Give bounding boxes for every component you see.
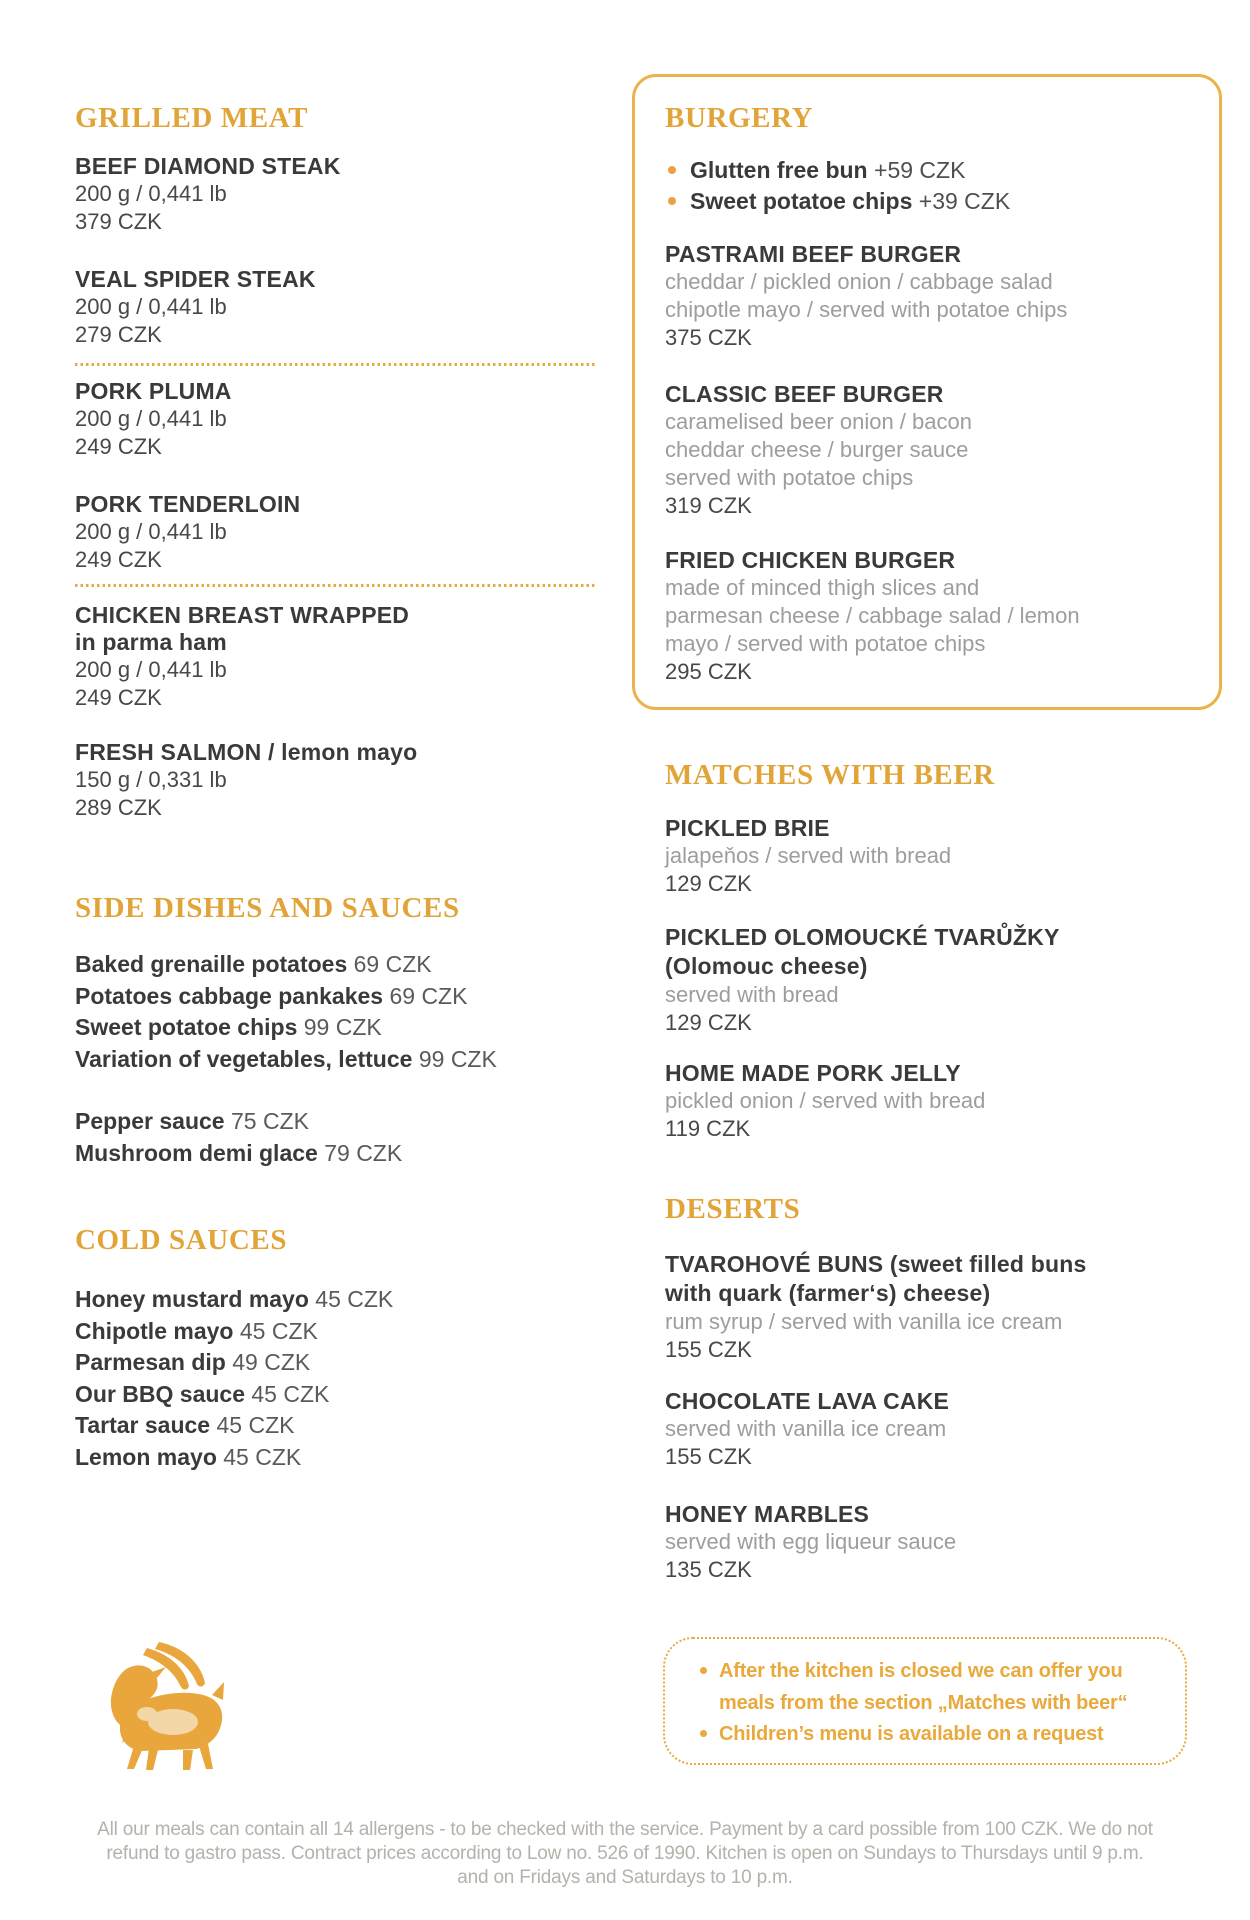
menu-item-pickled-brie <box>665 814 1225 898</box>
menu-item-pastrami-beef-burger <box>665 240 1225 352</box>
list-item <box>75 1442 615 1474</box>
dish-price: 45 CZK <box>223 1443 302 1470</box>
list-item <box>75 949 615 981</box>
list-item <box>75 1044 615 1076</box>
item-price: 295 CZK <box>665 659 752 684</box>
dish-price: 99 CZK <box>303 1014 382 1040</box>
item-title: BEEF DIAMOND STEAK <box>75 153 341 179</box>
item-desc: cheddar cheese / burger sauce <box>665 437 969 462</box>
note-text: Children’s menu is available on a request <box>719 1723 1104 1745</box>
note-text: After the kitchen is closed we can offer you <box>719 1660 1123 1682</box>
item-price: 249 CZK <box>75 547 162 572</box>
item-title: TVAROHOVÉ BUNS (sweet filled buns <box>665 1251 1087 1277</box>
goat-logo <box>73 1638 225 1772</box>
dish-name: Mushroom demi glace <box>75 1139 318 1166</box>
item-price: 279 CZK <box>75 322 162 347</box>
item-weight: 200 g / 0,441 lb <box>75 519 227 544</box>
item-desc: served with potatoe chips <box>665 465 914 490</box>
item-title: CLASSIC BEEF BURGER <box>665 381 944 407</box>
item-desc: caramelised beer onion / bacon <box>665 409 972 434</box>
list-item <box>75 1012 615 1044</box>
dish-price: 69 CZK <box>389 982 468 1009</box>
extra-name: Sweet potatoe chips <box>690 188 913 214</box>
item-desc: rum syrup / served with vanilla ice cream <box>665 1309 1063 1334</box>
cold-sauces-list <box>75 1284 615 1473</box>
dish-price: 45 CZK <box>239 1317 318 1344</box>
item-desc: served with bread <box>665 982 839 1007</box>
item-weight: 200 g / 0,441 lb <box>75 294 227 319</box>
dotted-separator <box>75 584 597 587</box>
extra-price: +39 CZK <box>918 188 1011 214</box>
menu-item-veal-spider-steak <box>75 265 615 349</box>
menu-item-chocolate-lava-cake <box>665 1387 1225 1471</box>
item-weight: 200 g / 0,441 lb <box>75 406 227 431</box>
item-price: 155 CZK <box>665 1337 752 1362</box>
extra-item <box>668 155 1010 186</box>
item-price: 289 CZK <box>75 795 162 820</box>
footer-line: and on Fridays and Saturdays to 10 p.m. <box>457 1867 793 1888</box>
item-price: 319 CZK <box>665 493 752 518</box>
section-heading-deserts: DESERTS <box>665 1193 801 1225</box>
list-item <box>75 1379 615 1411</box>
item-title: VEAL SPIDER STEAK <box>75 266 316 292</box>
note-bullet <box>700 1719 1127 1751</box>
bullet-dot-icon <box>668 197 676 205</box>
item-title: PORK PLUMA <box>75 378 232 404</box>
item-price: 249 CZK <box>75 434 162 459</box>
dish-price: 45 CZK <box>315 1286 394 1312</box>
list-item <box>75 1410 615 1442</box>
menu-item-classic-beef-burger <box>665 380 1225 520</box>
dish-price: 75 CZK <box>230 1108 309 1134</box>
footer-line: refund to gastro pass. Contract prices according to Low no. 526 of 1990. Kitchen is open on Sundays to Thursdays until 9 p.m. <box>106 1843 1144 1864</box>
item-desc: served with vanilla ice cream <box>665 1416 947 1441</box>
item-title: FRIED CHICKEN BURGER <box>665 547 956 573</box>
dish-name: Sweet potatoe chips <box>75 1014 298 1040</box>
item-weight: 200 g / 0,441 lb <box>75 657 227 682</box>
dotted-separator <box>75 363 597 366</box>
item-price: 129 CZK <box>665 871 752 896</box>
item-title: PORK TENDERLOIN <box>75 491 301 517</box>
item-title: HOME MADE PORK JELLY <box>665 1060 961 1086</box>
dish-name: Honey mustard mayo <box>75 1286 309 1312</box>
item-price: 129 CZK <box>665 1010 752 1035</box>
item-desc: mayo / served with potatoe chips <box>665 631 986 656</box>
list-item <box>75 1347 615 1379</box>
extra-item <box>668 186 1010 217</box>
menu-item-pork-pluma <box>75 377 615 461</box>
section-heading-side-dishes: SIDE DISHES AND SAUCES <box>75 892 460 924</box>
menu-item-fresh-salmon <box>75 738 615 822</box>
note-content <box>700 1656 1127 1751</box>
item-desc: served with egg liqueur sauce <box>665 1529 957 1554</box>
section-heading-grilled-meat: GRILLED MEAT <box>75 102 309 134</box>
dish-price: 99 CZK <box>418 1045 497 1072</box>
note-text: meals from the section „Matches with beer“ <box>719 1691 1128 1714</box>
item-desc: made of minced thigh slices and <box>665 575 980 600</box>
item-title: HONEY MARBLES <box>665 1501 870 1527</box>
item-title: CHICKEN BREAST WRAPPED <box>75 602 410 628</box>
item-subtitle: (Olomouc cheese) <box>665 953 868 979</box>
item-title: FRESH SALMON / lemon mayo <box>75 739 418 765</box>
item-weight: 150 g / 0,331 lb <box>75 767 227 792</box>
item-desc: jalapeňos / served with bread <box>665 843 952 868</box>
footer-allergen-notice <box>0 1818 1250 1890</box>
item-desc: parmesan cheese / cabbage salad / lemon <box>665 603 1080 628</box>
item-price: 375 CZK <box>665 325 752 350</box>
item-price: 155 CZK <box>665 1444 752 1469</box>
list-item <box>75 1106 615 1138</box>
note-bullet <box>700 1656 1127 1688</box>
dish-name: Potatoes cabbage pankakes <box>75 982 384 1009</box>
sauces-list <box>75 1106 615 1169</box>
item-desc: pickled onion / served with bread <box>665 1088 986 1113</box>
item-price: 119 CZK <box>665 1116 751 1141</box>
item-subtitle: in parma ham <box>75 629 227 655</box>
menu-item-fried-chicken-burger <box>665 546 1225 686</box>
section-heading-cold-sauces: COLD SAUCES <box>75 1224 288 1256</box>
item-price: 249 CZK <box>75 685 162 710</box>
dish-price: 49 CZK <box>232 1349 311 1375</box>
dish-name: Variation of vegetables, lettuce <box>75 1045 413 1072</box>
item-price: 379 CZK <box>75 209 162 234</box>
section-heading-matches-with-beer: MATCHES WITH BEER <box>665 759 995 791</box>
item-weight: 200 g / 0,441 lb <box>75 181 227 206</box>
note-bullet-continuation <box>700 1688 1127 1720</box>
section-heading-burgery: BURGERY <box>665 102 814 134</box>
item-price: 135 CZK <box>665 1557 752 1582</box>
item-title: CHOCOLATE LAVA CAKE <box>665 1388 950 1414</box>
dish-price: 69 CZK <box>353 951 432 977</box>
dish-name: Lemon mayo <box>75 1443 217 1470</box>
bullet-dot-icon <box>700 1667 707 1674</box>
footer-line: All our meals can contain all 14 allergens - to be checked with the service. Payment by a card possible from 100 CZK. We do not <box>97 1819 1153 1840</box>
menu-item-pickled-olomoucke <box>665 923 1225 1037</box>
item-title: PICKLED BRIE <box>665 815 830 841</box>
menu-item-tvarohove-buns <box>665 1250 1225 1364</box>
menu-item-pork-tenderloin <box>75 490 615 574</box>
dish-price: 45 CZK <box>251 1380 330 1407</box>
dish-name: Chipotle mayo <box>75 1317 234 1344</box>
item-desc: cheddar / pickled onion / cabbage salad <box>665 269 1053 294</box>
item-title: PASTRAMI BEEF BURGER <box>665 241 962 267</box>
dish-name: Our BBQ sauce <box>75 1380 245 1407</box>
menu-item-honey-marbles <box>665 1500 1225 1584</box>
list-item <box>75 981 615 1013</box>
list-item <box>75 1284 615 1316</box>
side-dishes-list <box>75 949 615 1075</box>
item-title: PICKLED OLOMOUCKÉ TVARŮŽKY <box>665 924 1060 950</box>
list-item <box>75 1138 615 1170</box>
dish-name: Pepper sauce <box>75 1108 225 1134</box>
dish-name: Tartar sauce <box>75 1412 211 1438</box>
menu-item-beef-diamond-steak <box>75 152 615 236</box>
dish-name: Parmesan dip <box>75 1349 226 1375</box>
item-desc: chipotle mayo / served with potatoe chips <box>665 297 1068 322</box>
list-item <box>75 1316 615 1348</box>
menu-item-chicken-breast-wrapped <box>75 602 615 712</box>
burgery-extras <box>668 155 1010 217</box>
extra-name: Glutten free bun <box>690 157 868 183</box>
dish-name: Baked grenaille potatoes <box>75 951 348 977</box>
bullet-dot-icon <box>668 166 676 174</box>
extra-price: +59 CZK <box>874 157 966 183</box>
dish-price: 45 CZK <box>216 1412 295 1438</box>
menu-item-pork-jelly <box>665 1059 1225 1143</box>
bullet-dot-icon <box>700 1730 707 1737</box>
dish-price: 79 CZK <box>324 1139 403 1166</box>
item-subtitle: with quark (farmer‘s) cheese) <box>665 1280 991 1306</box>
